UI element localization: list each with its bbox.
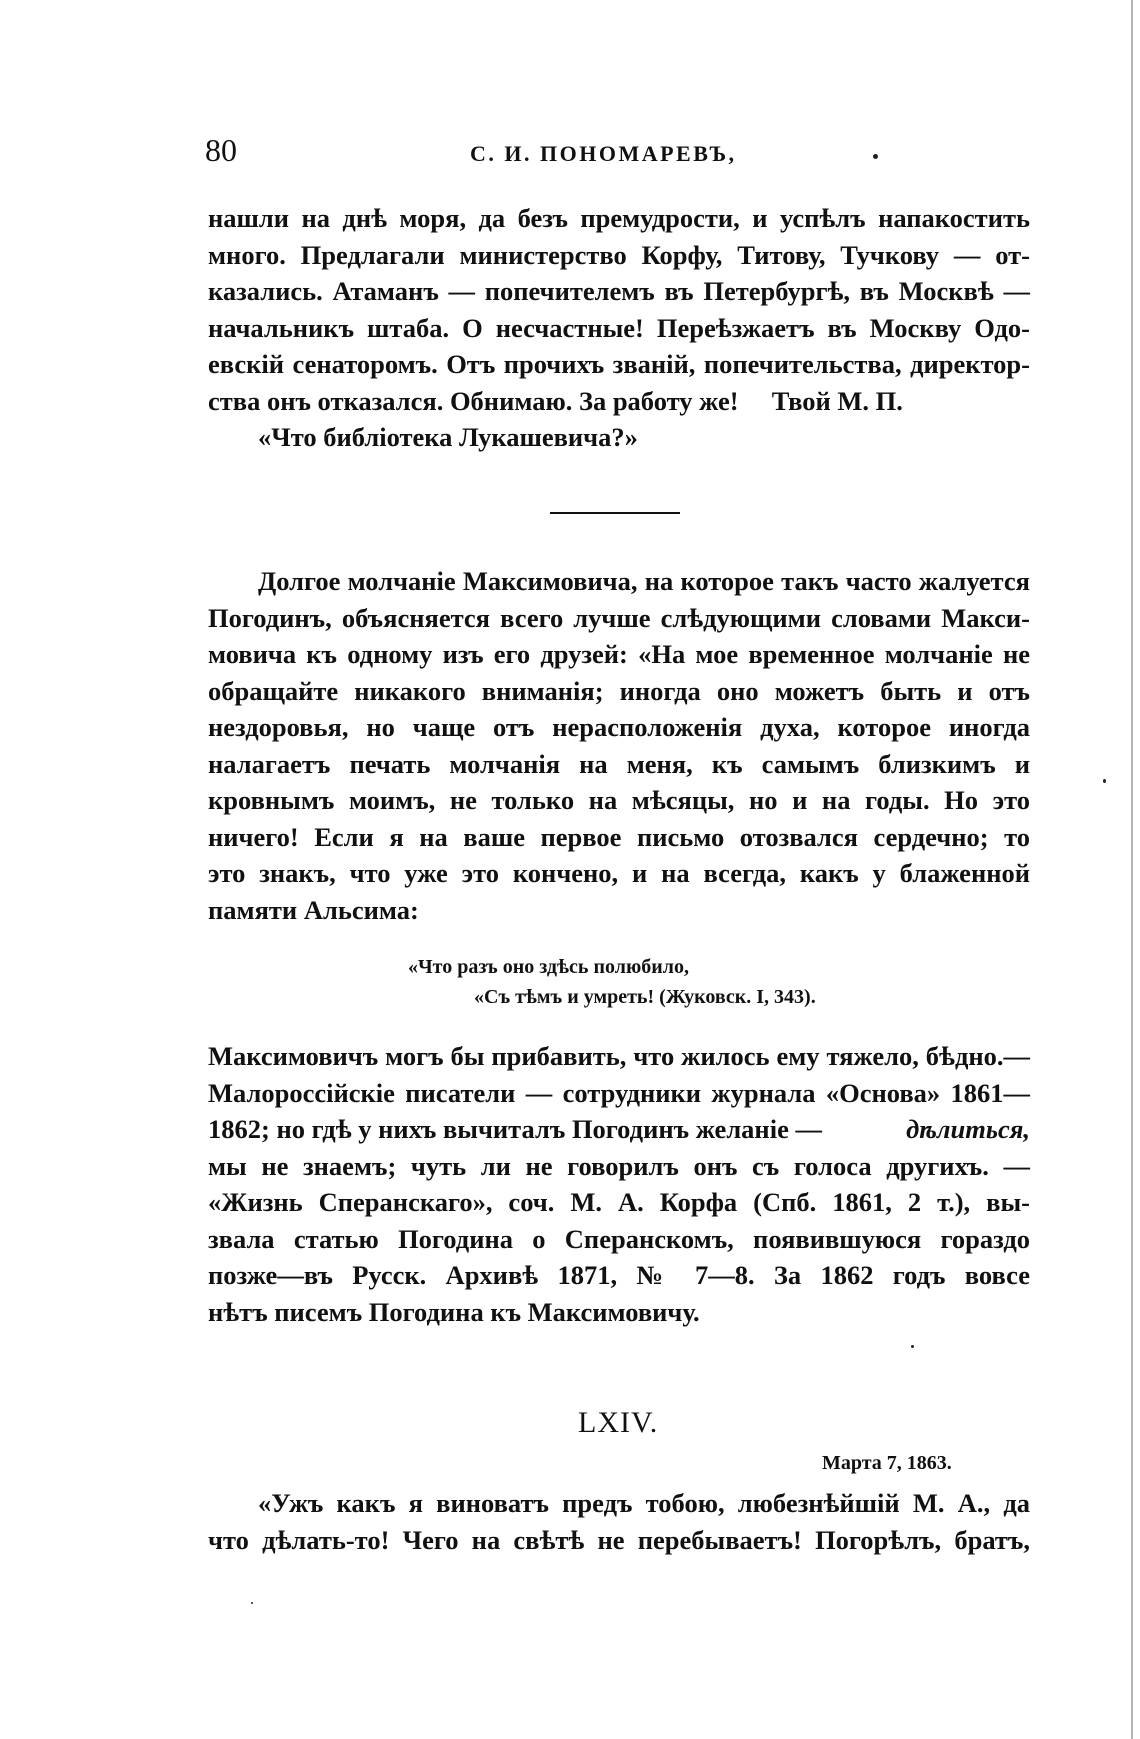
text-line-signature: ства онъ отказался. Обнимаю. За работу же! Твой М. П. <box>208 385 903 416</box>
text-fragment: 1862; но гдѣ у нихъ вычиталъ Погодинъ желаніе — <box>208 1114 822 1144</box>
notes-paragraph <box>208 1038 1030 1330</box>
text-line: позже—въ Русск. Архивѣ 1871, № 7—8. За 1862 годъ вовсе <box>208 1260 1030 1290</box>
commentary-paragraph <box>208 563 1030 928</box>
page-header <box>205 132 1035 172</box>
text-line: мовича къ одному изъ его друзей: «На мое временное молчаніе не <box>208 639 1030 669</box>
text-line: нѣтъ писемъ Погодина къ Максимовичу. <box>208 1296 700 1327</box>
text-line: памяти Альсима: <box>208 894 419 925</box>
poem-line: «Съ тѣмъ и умреть! (Жуковск. I, 343). <box>474 986 816 1008</box>
text-line: что дѣлать-то! Чего на свѣтѣ не перебываетъ! Погорѣлъ, братъ, <box>208 1524 1030 1555</box>
text-line: казались. Атаманъ — попечителемъ въ Петербургѣ, въ Москвѣ — <box>208 276 1030 306</box>
text-line: ничего! Если я на ваше первое письмо отозвался сердечно; то <box>208 821 1030 852</box>
text-line: налагаетъ печать молчанія на меня, къ самымъ близкимъ и <box>208 748 1030 779</box>
poem-line: «Что разъ оно здѣсь полюбило, <box>408 956 689 978</box>
text-line: Максимовичъ могъ бы прибавить, что жилось ему тяжело, бѣдно.— <box>208 1041 1030 1071</box>
page-edge-line <box>1131 0 1133 1739</box>
section-divider <box>550 512 680 514</box>
text-line: нашли на днѣ моря, да безъ премудрости, и успѣлъ напакостить <box>208 203 1030 233</box>
chapter-heading: LXIV. <box>578 1406 659 1439</box>
text-line: звала статью Погодина о Сперанскомъ, появившуюся гораздо <box>208 1223 1030 1254</box>
letter-date: Марта 7, 1863. <box>822 1452 952 1474</box>
text-line: Долгое молчаніе Максимовича, на которое такъ часто жалуется <box>258 566 1030 596</box>
italic-word: дѣлиться, <box>906 1114 1030 1144</box>
text-line: это знакъ, что уже это кончено, и на всегда, какъ у блаженной <box>208 858 1030 888</box>
text-line: мы не знаемъ; чуть ли не говорилъ онъ съ голоса другихъ. — <box>208 1150 1030 1181</box>
next-letter-paragraph <box>208 1485 1030 1558</box>
letter-end-paragraph <box>208 200 1030 456</box>
text-line: «Ужъ какъ я виноватъ предъ тобою, любезнѣйшій М. А., да <box>258 1488 1030 1518</box>
text-line: Погодинъ, объясняется всего лучше слѣдующими словами Макси- <box>208 602 1030 633</box>
text-line: нездоровья, но чаще отъ нерасположенія духа, которое иногда <box>208 712 1030 742</box>
poem-quote <box>408 952 928 1012</box>
text-line: Малороссійскіе писатели — сотрудники журнала «Основа» 1861— <box>208 1077 1030 1108</box>
text-line: обращайте никакого вниманія; иногда оно можетъ быть и отъ <box>208 675 1030 706</box>
text-line-with-italic <box>208 1111 1030 1148</box>
text-line: кровнымъ моимъ, не только на мѣсяцы, но и на годы. Но это <box>208 785 1030 815</box>
speck-mark <box>911 1345 914 1348</box>
text-line: начальникъ штаба. О несчастные! Переѣзжаетъ въ Москву Одо- <box>208 312 1030 343</box>
page-number: 80 <box>205 132 237 168</box>
text-line: евскій сенаторомъ. Отъ прочихъ званій, попечительства, директор- <box>208 349 1030 379</box>
speck-mark <box>873 154 878 159</box>
running-title: С. И. ПОНОМАРЕВЪ, <box>470 141 737 166</box>
speck-mark <box>251 1602 253 1604</box>
text-line: «Жизнь Сперанскаго», соч. М. А. Корфа (Спб. 1861, 2 т.), вы- <box>208 1187 1030 1217</box>
text-line: много. Предлагали министерство Корфу, Титову, Тучкову — от- <box>208 239 1030 270</box>
postscript: «Что библіотека Лукашевича?» <box>258 422 638 452</box>
speck-mark <box>1103 779 1106 783</box>
